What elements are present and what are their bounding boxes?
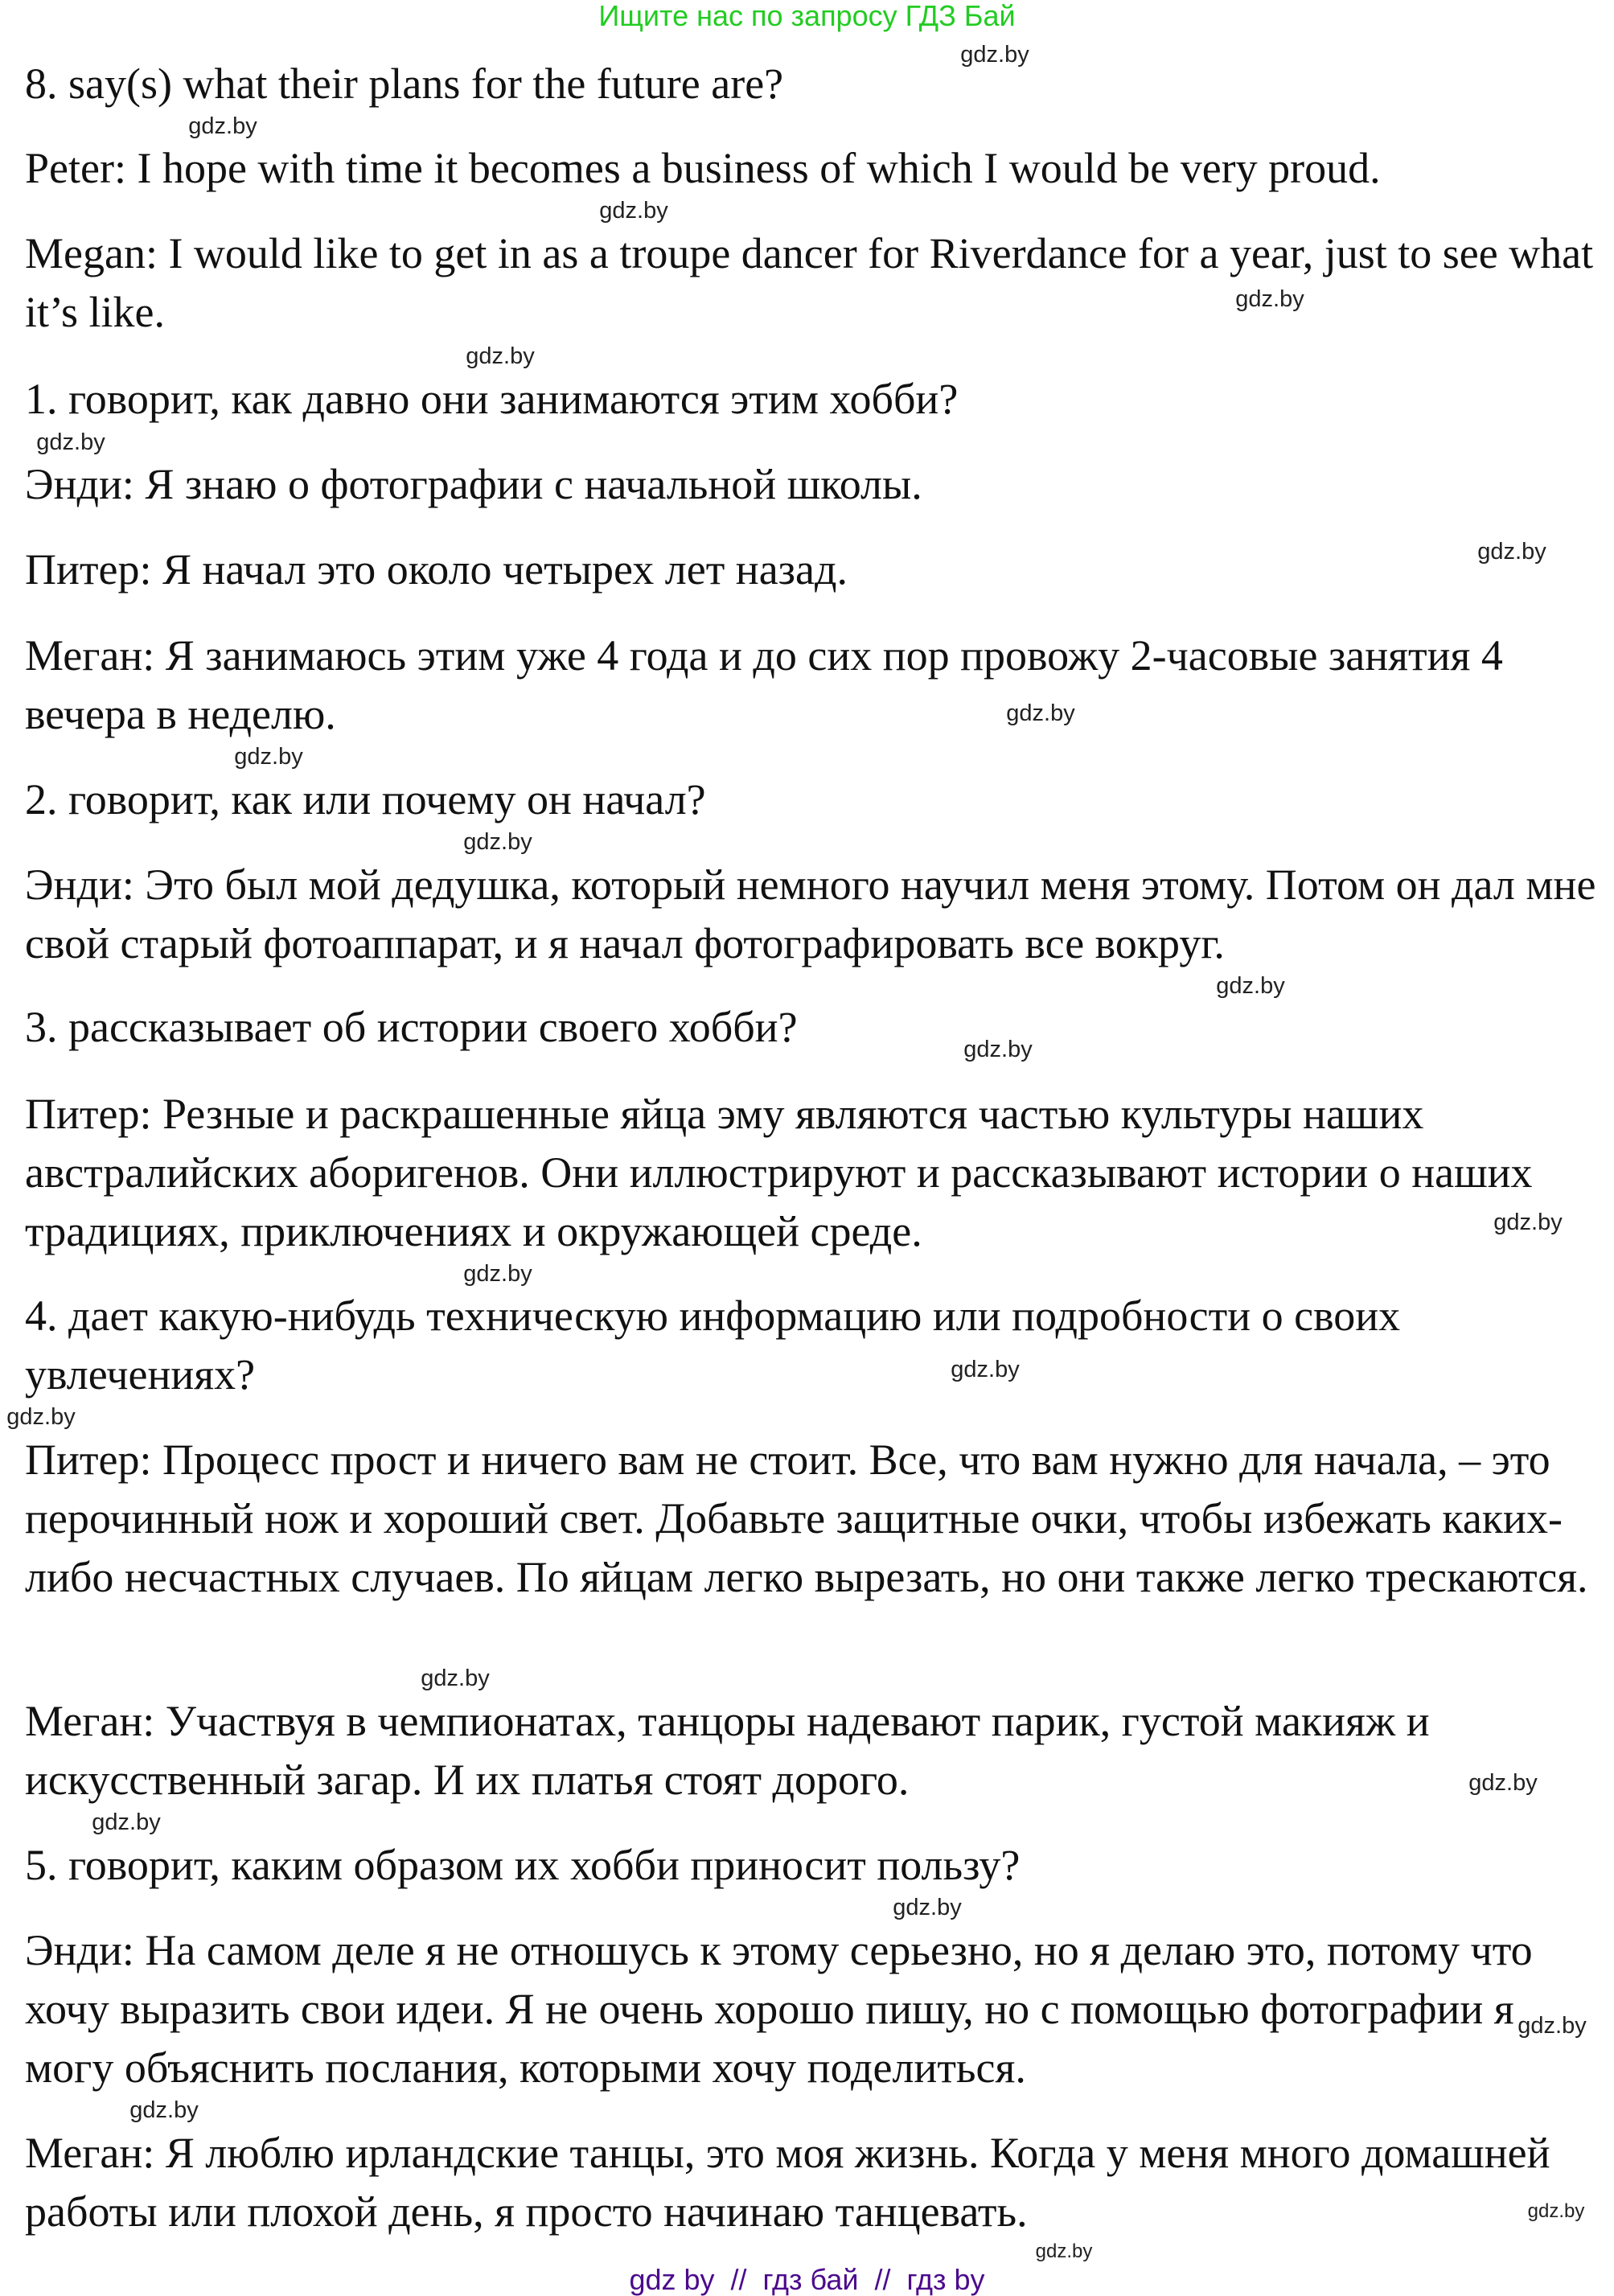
answer-peter: Питер: Процесс прост и ничего вам не стоит. Все, что вам нужно для начала, – это перочинный нож и хороший свет. Добавьте защитные очки, чтобы избежать каких-либо несчастных случаев. По яйцам легко вырезать, но они также легко трескаются. [25, 1436, 1588, 1601]
watermark: gdz.by [1517, 2013, 1587, 2039]
answer-andy: Энди: Это был мой дедушка, который немного научил меня этому. Потом он дал мне свой старый фотоаппарат, и я начал фотографировать все вокруг. [25, 860, 1596, 967]
watermark: gdz.by [1468, 1770, 1538, 1796]
watermark: gdz.by [1477, 539, 1546, 565]
watermark: gdz.by [466, 343, 535, 369]
answer-andy: Энди: Я знаю о фотографии с начальной школы. [25, 460, 922, 508]
watermark: gdz.by [36, 429, 105, 455]
watermark: gdz.by [1006, 700, 1075, 726]
watermark: gdz.by [893, 1895, 962, 1920]
watermark: gdz.by [1493, 1210, 1563, 1235]
watermark: gdz.by [463, 829, 532, 855]
question-3: 3. рассказывает об истории своего хобби? [25, 1003, 798, 1051]
answer-peter: Peter: I hope with time it becomes a business of which I would be very proud. [25, 144, 1381, 192]
watermark: gdz.by [129, 2097, 199, 2123]
footer-links[interactable]: gdz by // гдз бай // гдз by [629, 2263, 985, 2296]
answer-peter: Питер: Я начал это около четырех лет назад. [25, 545, 848, 594]
watermark: gdz.by [1527, 2200, 1585, 2222]
question-4: 4. дает какую-нибудь техническую информацию или подробности о своих увлечениях? [25, 1292, 1401, 1399]
answer-megan: Меган: Я занимаюсь этим уже 4 года и до сих пор провожу 2-часовые занятия 4 вечера в неделю. [25, 631, 1503, 738]
answer-megan: Megan: I would like to get in as a troupe dancer for Riverdance for a year, just to see what it’s like. [25, 229, 1594, 336]
watermark: gdz.by [960, 42, 1029, 68]
watermark: gdz.by [92, 1809, 161, 1835]
watermark: gdz.by [188, 113, 257, 139]
answer-megan: Меган: Я люблю ирландские танцы, это моя жизнь. Когда у меня много домашней работы или плохой день, я просто начинаю танцевать. [25, 2129, 1550, 2236]
watermark: gdz.by [463, 1261, 532, 1287]
question-5: 5. говорит, каким образом их хобби приносит пользу? [25, 1841, 1021, 1889]
watermark: gdz.by [963, 1037, 1033, 1062]
watermark: gdz.by [951, 1357, 1020, 1382]
search-hint-banner: Ищите нас по запросу ГДЗ Бай [598, 0, 1016, 32]
watermark: gdz.by [1035, 2241, 1093, 2262]
question-2: 2. говорит, как или почему он начал? [25, 775, 706, 824]
watermark: gdz.by [1216, 973, 1285, 999]
watermark: gdz.by [1235, 286, 1304, 312]
question-1: 1. говорит, как давно они занимаются этим хобби? [25, 375, 959, 423]
answer-andy: Энди: На самом деле я не отношусь к этому серьезно, но я делаю это, потому что хочу выразить свои идеи. Я не очень хорошо пишу, но с помощью фотографии я могу объяснить послания, которыми хочу поделиться. [25, 1926, 1533, 2092]
watermark: gdz.by [599, 198, 668, 224]
watermark: gdz.by [421, 1666, 490, 1691]
answer-megan: Меган: Участвуя в чемпионатах, танцоры надевают парик, густой макияж и искусственный загар. И их платья стоят дорого. [25, 1697, 1430, 1804]
question-8: 8. say(s) what their plans for the future are? [25, 60, 784, 108]
watermark: gdz.by [234, 744, 303, 770]
watermark: gdz.by [6, 1404, 76, 1430]
answer-peter: Питер: Резные и раскрашенные яйца эму являются частью культуры наших австралийских аборигенов. Они иллюстрируют и рассказывают истории о наших традициях, приключениях и окружающей среде. [25, 1090, 1533, 1255]
